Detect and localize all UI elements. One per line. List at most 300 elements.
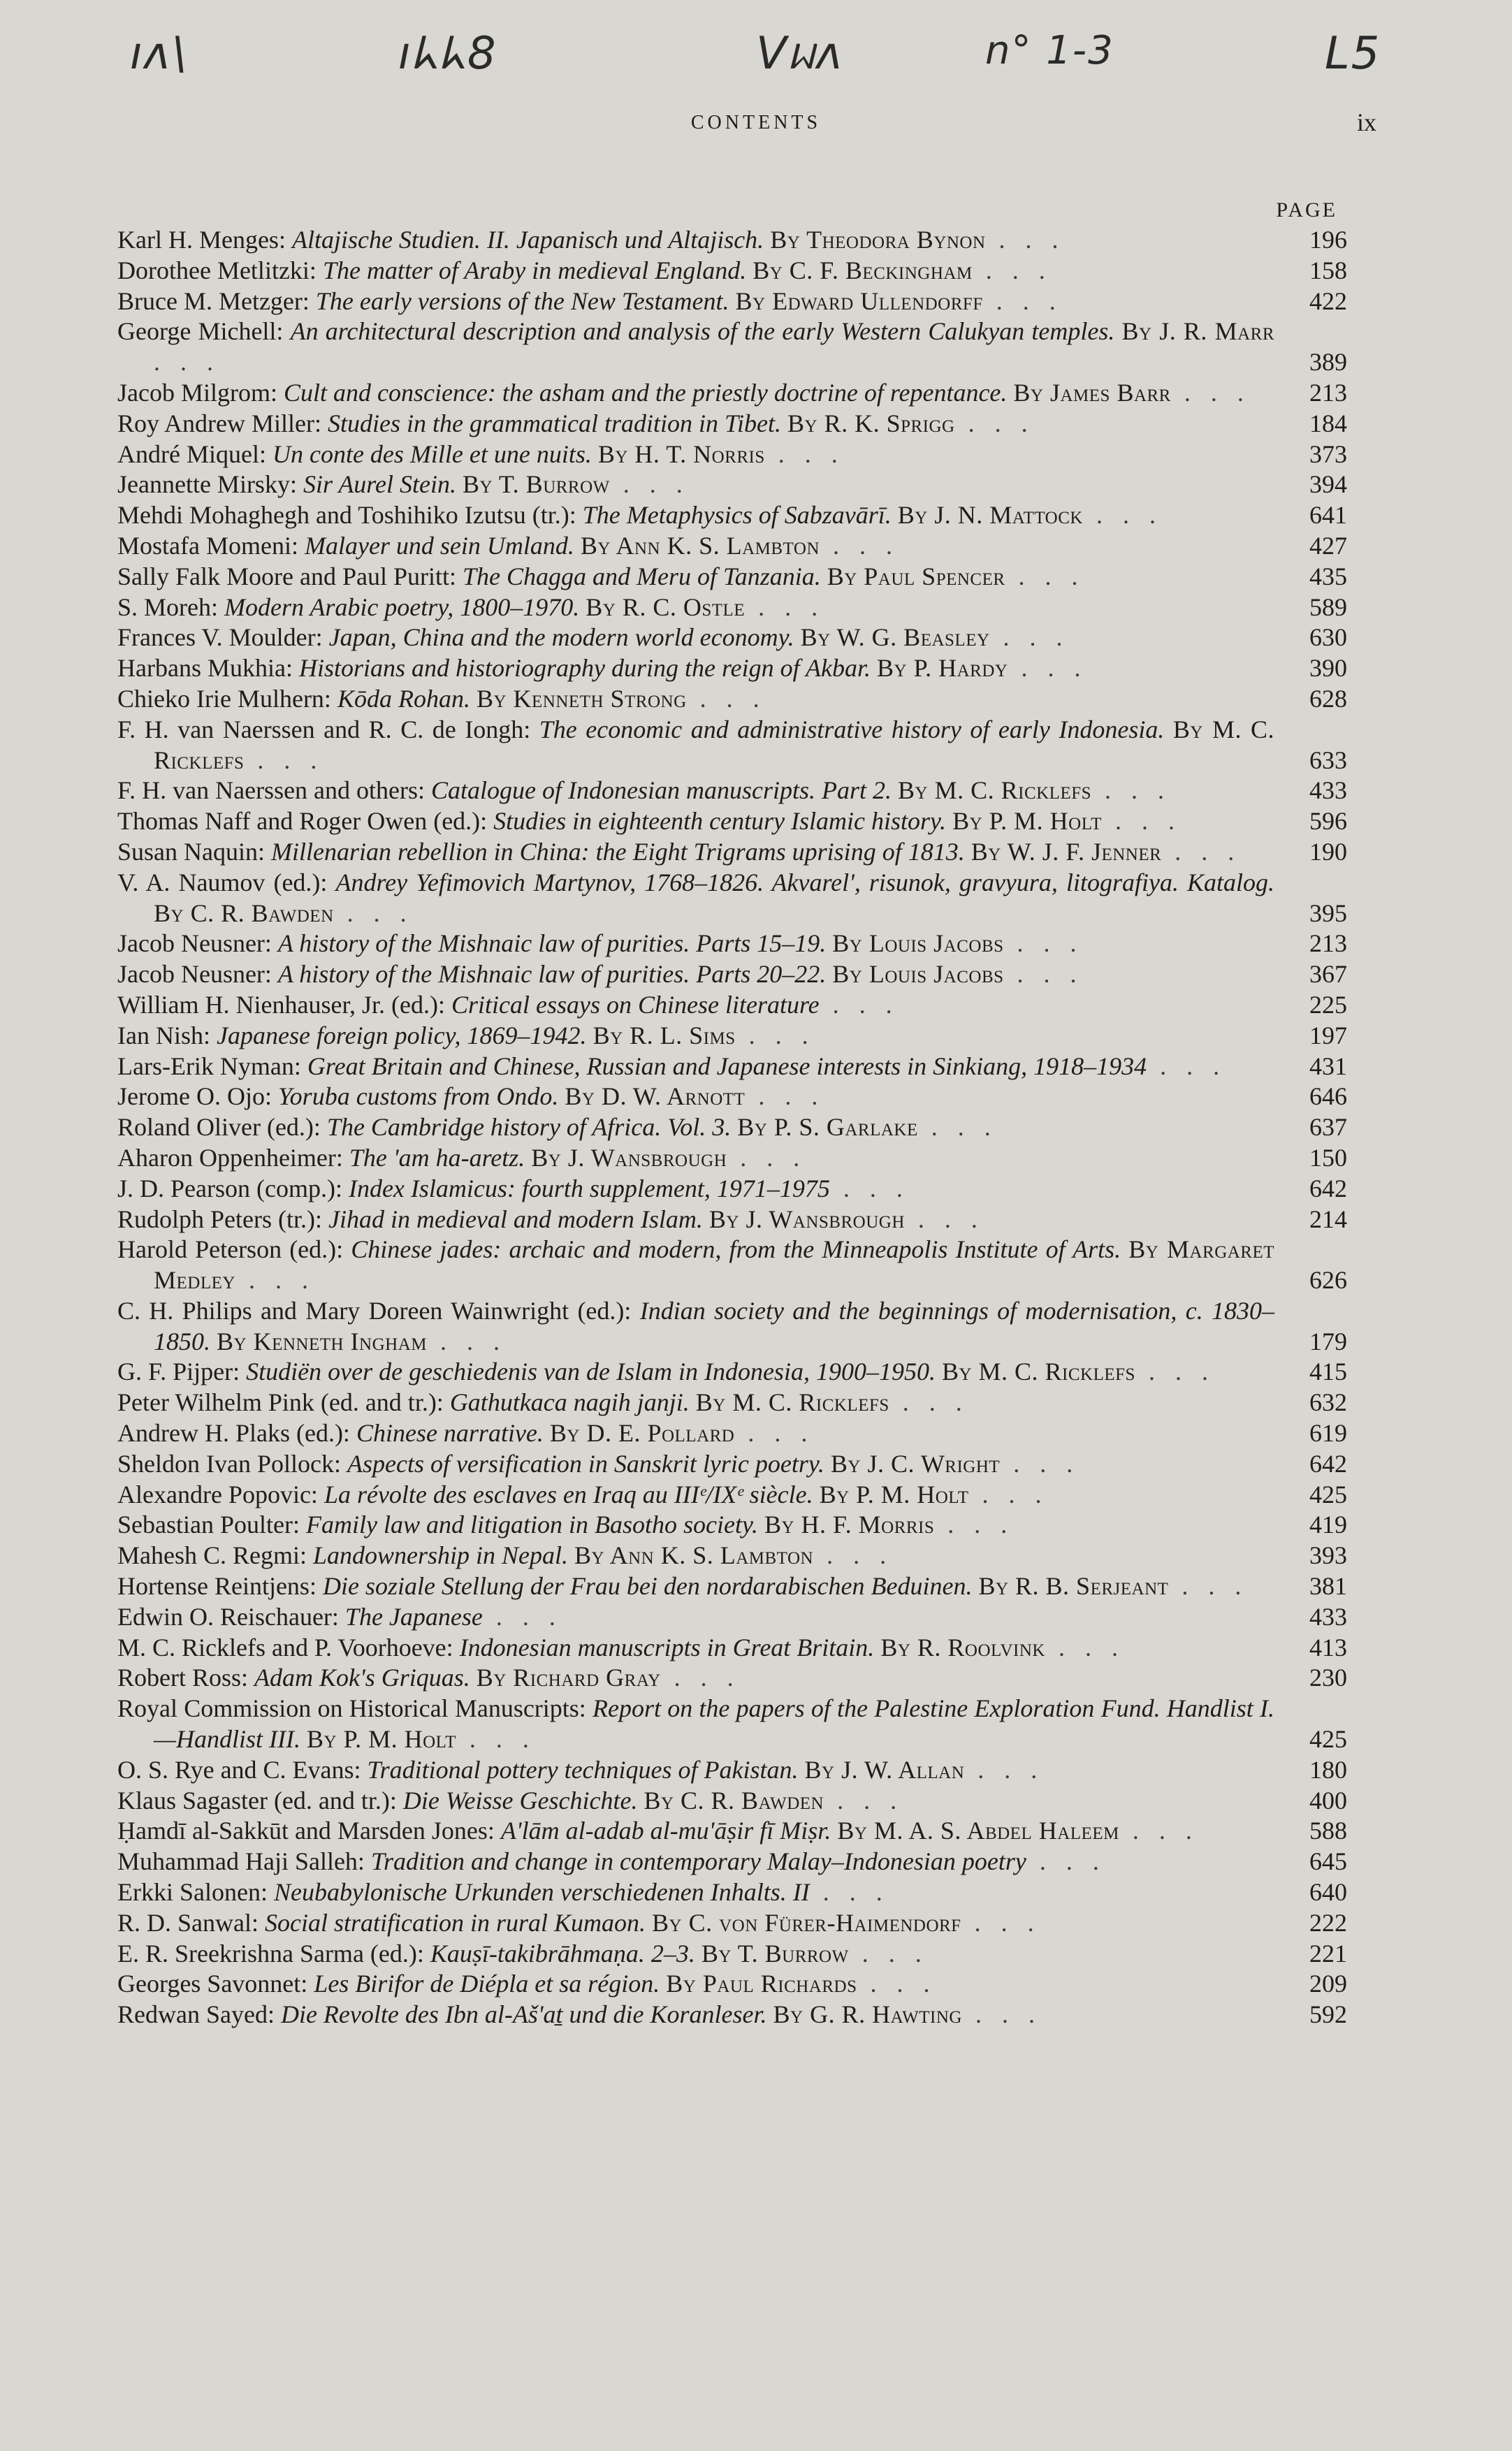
entry-title: Gathutkaca nagih janji.: [449, 1388, 690, 1417]
contents-entry: [117, 1021, 1347, 1052]
entry-text: [117, 1143, 1291, 1174]
entry-reviewer: By D. E. Pollard: [549, 1419, 735, 1448]
entry-text: [117, 470, 1291, 500]
contents-entry: [117, 1633, 1347, 1664]
entry-text: [117, 1939, 1291, 1970]
entry-reviewer: By G. R. Hawting: [773, 2000, 962, 2029]
contents-entry: [117, 1694, 1347, 1755]
entry-page-number: 632: [1309, 1388, 1347, 1417]
entry-reviewer: By J. Wansbrough: [708, 1205, 905, 1233]
entry-text: [117, 2000, 1291, 2030]
entry-text: [117, 1021, 1291, 1052]
entry-author: Jerome O. Ojo:: [117, 1082, 272, 1111]
entry-reviewer: By T. Burrow: [701, 1939, 849, 1968]
entry-reviewer: By M. C. Ricklefs: [695, 1388, 889, 1417]
entry-text: [117, 500, 1291, 531]
entry-page-number: 645: [1309, 1847, 1347, 1876]
entry-text: [117, 1877, 1291, 1908]
leader-dots: . . .: [235, 1266, 315, 1295]
entry-text: [117, 1541, 1291, 1571]
running-title: CONTENTS: [690, 112, 822, 133]
entry-page-number: 637: [1309, 1113, 1347, 1142]
leader-dots: . . .: [734, 1419, 815, 1448]
leader-dots: . . .: [934, 1511, 1015, 1539]
entry-text: [117, 1174, 1291, 1205]
entry-reviewer: By M. C. Ricklefs: [154, 715, 1275, 774]
entry-page-number: 630: [1309, 623, 1347, 652]
contents-entry: [117, 1786, 1347, 1817]
contents-entry: [117, 623, 1347, 653]
entry-page-number: 413: [1309, 1633, 1347, 1661]
contents-entry: [117, 1418, 1347, 1449]
entry-reviewer: By Ann K. S. Lambton: [580, 531, 820, 560]
entry-reviewer: By W. J. F. Jenner: [971, 837, 1162, 866]
entry-title: Chinese narrative.: [356, 1419, 544, 1448]
entry-text: [117, 592, 1291, 623]
entry-page-number: 214: [1309, 1205, 1347, 1233]
leader-dots: . . .: [1082, 501, 1163, 530]
contents-entry: [117, 1388, 1347, 1418]
leader-dots: . . .: [1147, 1052, 1227, 1080]
entry-author: Aharon Oppenheimer:: [117, 1143, 343, 1172]
entry-page-number: 222: [1309, 1908, 1347, 1937]
leader-dots: . . .: [1161, 837, 1242, 866]
contents-entry: [117, 684, 1347, 715]
contents-entry: [117, 1205, 1347, 1235]
entry-reviewer: By P. S. Garlake: [737, 1113, 918, 1142]
entry-author: F. H. van Naerssen and others:: [117, 776, 426, 805]
entry-text: [117, 1510, 1291, 1541]
leader-dots: . . .: [1003, 960, 1084, 989]
entry-text: [117, 1694, 1291, 1755]
entry-author: Royal Commission on Historical Manuscripts:: [117, 1694, 586, 1723]
entry-reviewer: By J. Wansbrough: [531, 1143, 727, 1172]
entry-title: Millenarian rebellion in China: the Eight Trigrams uprising of 1813.: [271, 837, 965, 866]
contents-entry: [117, 439, 1347, 470]
entry-author: Roy Andrew Miller:: [117, 409, 321, 437]
entry-title: Kauṣī-takibrāhmaṇa. 2–3.: [430, 1939, 695, 1968]
annotation-1: ıᴧ\: [130, 28, 189, 80]
entry-author: Lars-Erik Nyman:: [117, 1052, 301, 1080]
leader-dots: . . .: [1045, 1633, 1125, 1661]
entry-title: Great Britain and Chinese, Russian and Japanese interests in Sinkiang, 1918–1934: [307, 1052, 1147, 1080]
entry-text: [117, 1418, 1291, 1449]
entry-author: Peter Wilhelm Pink (ed. and tr.):: [117, 1388, 444, 1417]
leader-dots: . . .: [1119, 1817, 1199, 1845]
leader-dots: . . .: [824, 1786, 904, 1814]
leader-dots: . . .: [686, 684, 766, 713]
entry-text: [117, 776, 1291, 806]
entry-page-number: 419: [1309, 1511, 1347, 1539]
entry-author: Erkki Salonen:: [117, 1878, 268, 1907]
entry-reviewer: By R. L. Sims: [593, 1021, 736, 1049]
entry-reviewer: By M. A. S. Abdel Haleem: [837, 1817, 1119, 1845]
entry-reviewer: By J. W. Allan: [804, 1755, 965, 1784]
entry-page-number: 619: [1309, 1419, 1347, 1448]
leader-dots: . . .: [1005, 562, 1085, 590]
entry-text: [117, 378, 1291, 409]
contents-entry: [117, 1755, 1347, 1786]
entry-text: [117, 256, 1291, 286]
leader-dots: . . .: [964, 1755, 1045, 1784]
contents-entry: [117, 1052, 1347, 1082]
leader-dots: . . .: [745, 1082, 825, 1111]
entry-title: Japanese foreign policy, 1869–1942.: [216, 1021, 587, 1049]
entry-author: Ḥamdī al-Sakkūt and Marsden Jones:: [117, 1817, 495, 1845]
leader-dots: . . .: [1170, 378, 1251, 407]
entry-text: [117, 1847, 1291, 1877]
entry-text: [117, 1786, 1291, 1817]
entry-title: Jihad in medieval and modern Islam.: [328, 1205, 703, 1233]
entry-title: Altajische Studien. II. Japanisch und Altajisch.: [291, 226, 764, 254]
entry-text: [117, 1663, 1291, 1694]
contents-entry: [117, 1296, 1347, 1358]
entry-author: E. R. Sreekrishna Sarma (ed.):: [117, 1939, 424, 1968]
entry-reviewer: By J. N. Mattock: [897, 501, 1083, 530]
entry-page-number: 373: [1309, 439, 1347, 468]
entry-title: Family law and litigation in Basotho society.: [305, 1511, 758, 1539]
entry-text: [117, 1755, 1291, 1786]
entry-text: [117, 653, 1291, 684]
entry-text: [117, 225, 1291, 256]
entry-reviewer: By C. R. Bawden: [154, 899, 334, 927]
contents-entry: [117, 959, 1347, 990]
entry-text: [117, 868, 1291, 929]
entry-page-number: 626: [1309, 1266, 1347, 1295]
entry-reviewer: By Kenneth Ingham: [217, 1327, 427, 1355]
leader-dots: . . .: [972, 256, 1052, 284]
entry-page-number: 395: [1309, 899, 1347, 927]
entry-text: [117, 929, 1291, 959]
leader-dots: . . .: [985, 226, 1066, 254]
entry-page-number: 646: [1309, 1082, 1347, 1111]
contents-entry: [117, 1082, 1347, 1112]
entry-reviewer: By H. F. Morris: [764, 1511, 935, 1539]
entry-text: [117, 806, 1291, 837]
entry-author: Frances V. Moulder:: [117, 623, 323, 652]
entry-title: Studiën over de geschiedenis van de Islam in Indonesia, 1900–1950.: [246, 1358, 936, 1386]
entry-reviewer: By P. M. Holt: [307, 1725, 456, 1754]
entry-reviewer: By Paul Richards: [666, 1970, 857, 1998]
entry-page-number: 390: [1309, 654, 1347, 683]
entry-text: [117, 1235, 1291, 1296]
entry-text: [117, 715, 1291, 776]
entry-author: Jacob Neusner:: [117, 929, 272, 958]
entry-title: Kōda Rohan.: [337, 684, 470, 713]
contents-entry: [117, 715, 1347, 776]
contents-entry: [117, 1602, 1347, 1633]
contents-entry: [117, 1449, 1347, 1480]
contents-entry: [117, 409, 1347, 439]
leader-dots: . . .: [904, 1205, 984, 1233]
entry-title: Malayer und sein Umland.: [304, 531, 574, 560]
entry-title: Un conte des Mille et une nuits.: [272, 439, 592, 468]
entry-text: [117, 562, 1291, 592]
entry-title: The 'am ha-aretz.: [349, 1143, 525, 1172]
leader-dots: . . .: [968, 1480, 1049, 1508]
entry-page-number: 425: [1309, 1480, 1347, 1508]
entry-author: Andrew H. Plaks (ed.):: [117, 1419, 350, 1448]
entry-text: [117, 1388, 1291, 1418]
contents-entry: [117, 317, 1347, 378]
entry-text: [117, 1052, 1291, 1082]
entry-title: Indonesian manuscripts in Great Britain.: [459, 1633, 875, 1661]
contents-entry: [117, 1143, 1347, 1174]
contents-entry: [117, 256, 1347, 286]
entry-title: The Metaphysics of Sabzavārī.: [582, 501, 892, 530]
entry-reviewer: By James Barr: [1013, 378, 1171, 407]
entry-page-number: 209: [1309, 1970, 1347, 1998]
entry-reviewer: By P. M. Holt: [952, 807, 1102, 836]
entry-author: George Michell:: [117, 317, 284, 346]
contents-entry: [117, 286, 1347, 317]
entry-author: R. D. Sanwal:: [117, 1908, 259, 1937]
entry-page-number: 367: [1309, 960, 1347, 989]
entry-page-number: 642: [1309, 1174, 1347, 1202]
entry-page-number: 230: [1309, 1664, 1347, 1692]
entry-page-number: 640: [1309, 1878, 1347, 1907]
entry-author: J. D. Pearson (comp.):: [117, 1174, 342, 1202]
entry-title: Adam Kok's Griquas.: [254, 1664, 470, 1692]
entry-page-number: 433: [1309, 1602, 1347, 1631]
contents-entry: [117, 806, 1347, 837]
contents-entry: [117, 1663, 1347, 1694]
entry-reviewer: By Ann K. S. Lambton: [574, 1541, 814, 1570]
entry-title: Traditional pottery techniques of Pakistan.: [367, 1755, 799, 1784]
entry-author: Alexandre Popovic:: [117, 1480, 318, 1508]
entry-page-number: 180: [1309, 1755, 1347, 1784]
entry-page-number: 427: [1309, 531, 1347, 560]
entry-author: Jacob Milgrom:: [117, 378, 277, 407]
entry-title: The Japanese: [344, 1602, 483, 1631]
contents-list: [117, 225, 1347, 2030]
contents-entry: [117, 1541, 1347, 1571]
leader-dots: . . .: [982, 286, 1063, 315]
folio: ix: [1356, 108, 1376, 136]
leader-dots: . . .: [1168, 1572, 1249, 1601]
leader-dots: . . .: [244, 746, 324, 774]
entry-reviewer: By P. M. Holt: [819, 1480, 969, 1508]
contents-entry: [117, 500, 1347, 531]
entry-title: Die soziale Stellung der Frau bei den nordarabischen Beduinen.: [322, 1572, 973, 1601]
contents-entry: [117, 2000, 1347, 2030]
entry-text: [117, 317, 1291, 378]
entry-title: Die Weisse Geschichte.: [402, 1786, 638, 1814]
entry-text: [117, 1816, 1291, 1847]
contents-entry: [117, 1816, 1347, 1847]
leader-dots: . . .: [809, 1878, 889, 1907]
entry-text: [117, 531, 1291, 562]
entry-reviewer: By Margaret Medley: [154, 1235, 1275, 1295]
leader-dots: . . .: [820, 531, 900, 560]
entry-author: Sheldon Ivan Pollock:: [117, 1449, 341, 1478]
leader-dots: . . .: [1026, 1847, 1106, 1876]
entry-author: Mostafa Momeni:: [117, 531, 298, 560]
contents-entry: [117, 1480, 1347, 1511]
handwritten-annotations: [0, 28, 1512, 105]
leader-dots: . . .: [1003, 929, 1084, 958]
entry-author: Roland Oliver (ed.):: [117, 1113, 321, 1142]
leader-dots: . . .: [482, 1602, 562, 1631]
contents-entry: [117, 776, 1347, 806]
entry-page-number: 435: [1309, 562, 1347, 590]
entry-author: Mahesh C. Regmi:: [117, 1541, 307, 1570]
entry-author: Chieko Irie Mulhern:: [117, 684, 331, 713]
entry-text: [117, 1908, 1291, 1939]
entry-title: Critical essays on Chinese literature: [451, 990, 820, 1019]
entry-page-number: 588: [1309, 1817, 1347, 1845]
entry-reviewer: By M. C. Ricklefs: [941, 1358, 1135, 1386]
entry-author: G. F. Pijper:: [117, 1358, 240, 1386]
leader-dots: . . .: [829, 1174, 910, 1202]
contents-entry: [117, 1235, 1347, 1296]
entry-title: Modern Arabic poetry, 1800–1970.: [224, 592, 580, 621]
entry-page-number: 431: [1309, 1052, 1347, 1080]
running-head: [0, 105, 1512, 147]
entry-title: Studies in eighteenth century Islamic history.: [493, 807, 947, 836]
entry-text: [117, 623, 1291, 653]
leader-dots: . . .: [1091, 776, 1172, 805]
entry-text: [117, 1449, 1291, 1480]
entry-page-number: 213: [1309, 378, 1347, 407]
contents-entry: [117, 531, 1347, 562]
entry-title: Studies in the grammatical tradition in Tibet.: [327, 409, 781, 437]
entry-title: A'lām al-adab al-mu'āṣir fī Miṣr.: [500, 1817, 831, 1845]
entry-author: Susan Naquin:: [117, 837, 265, 866]
entry-title: Chinese jades: archaic and modern, from the Minneapolis Institute of Arts.: [351, 1235, 1121, 1264]
entry-title: Tradition and change in contemporary Malay–Indonesian poetry: [370, 1847, 1026, 1876]
entry-page-number: 221: [1309, 1939, 1347, 1968]
entry-author: S. Moreh:: [117, 592, 218, 621]
leader-dots: . . .: [333, 899, 414, 927]
entry-title: Les Birifor de Diépla et sa région.: [314, 1970, 660, 1998]
entry-author: Sally Falk Moore and Paul Puritt:: [117, 562, 456, 590]
entry-page-number: 394: [1309, 470, 1347, 499]
entry-page-number: 628: [1309, 684, 1347, 713]
entry-title: Aspects of versification in Sanskrit lyric poetry.: [347, 1449, 824, 1478]
entry-author: M. C. Ricklefs and P. Voorhoeve:: [117, 1633, 453, 1661]
entry-title: Indian society and the beginnings of modernisation, c. 1830–1850.: [154, 1296, 1274, 1355]
entry-title: The Chagga and Meru of Tanzania.: [462, 562, 821, 590]
entry-text: [117, 1602, 1291, 1633]
entry-reviewer: By H. T. Norris: [597, 439, 765, 468]
entry-author: Mehdi Mohaghegh and Toshihiko Izutsu (tr.):: [117, 501, 576, 530]
leader-dots: . . .: [1101, 807, 1182, 836]
leader-dots: . . .: [989, 623, 1070, 652]
leader-dots: . . .: [889, 1388, 969, 1417]
leader-dots: . . .: [1008, 654, 1088, 683]
entry-text: [117, 1969, 1291, 2000]
entry-page-number: 150: [1309, 1143, 1347, 1172]
entry-reviewer: By M. C. Ricklefs: [898, 776, 1092, 805]
entry-title: Catalogue of Indonesian manuscripts. Part 2.: [431, 776, 892, 805]
leader-dots: . . .: [456, 1725, 536, 1754]
entry-reviewer: By Edward Ullendorff: [735, 286, 983, 315]
entry-page-number: 184: [1309, 409, 1347, 437]
contents-entry: [117, 929, 1347, 959]
entry-author: Redwan Sayed:: [117, 2000, 275, 2029]
contents-entry: [117, 990, 1347, 1021]
contents-entry: [117, 1174, 1347, 1205]
leader-dots: . . .: [154, 348, 220, 377]
contents-entry: [117, 1847, 1347, 1877]
leader-dots: . . .: [727, 1143, 807, 1172]
entry-title: An architectural description and analysis of the early Western Calukyan temples.: [290, 317, 1115, 346]
entry-reviewer: By D. W. Arnott: [565, 1082, 746, 1111]
entry-title: The Cambridge history of Africa. Vol. 3.: [326, 1113, 732, 1142]
leader-dots: . . .: [609, 470, 690, 499]
entry-title: Social stratification in rural Kumaon.: [265, 1908, 646, 1937]
entry-text: [117, 286, 1291, 317]
entry-reviewer: By Theodora Bynon: [770, 226, 986, 254]
entry-title: Die Revolte des Ibn al-Aš'aṯ und die Koranleser.: [280, 2000, 767, 2029]
entry-page-number: 633: [1309, 746, 1347, 774]
entry-page-number: 596: [1309, 807, 1347, 836]
entry-author: Bruce M. Metzger:: [117, 286, 310, 315]
entry-reviewer: By C. von Fürer-Haimendorf: [652, 1908, 961, 1937]
leader-dots: . . .: [1000, 1449, 1080, 1478]
entry-title: Index Islamicus: fourth supplement, 1971–1975: [348, 1174, 830, 1202]
entry-page-number: 415: [1309, 1358, 1347, 1386]
entry-text: [117, 1633, 1291, 1664]
entry-page-number: 433: [1309, 776, 1347, 805]
entry-page-number: 642: [1309, 1449, 1347, 1478]
entry-reviewer: By R. B. Serjeant: [978, 1572, 1169, 1601]
entry-title: Report on the papers of the Palestine Exploration Fund. Handlist I.—Handlist III.: [154, 1694, 1274, 1754]
entry-author: Muhammad Haji Salleh:: [117, 1847, 365, 1876]
entry-page-number: 225: [1309, 990, 1347, 1019]
entry-page-number: 641: [1309, 501, 1347, 530]
entry-author: O. S. Rye and C. Evans:: [117, 1755, 361, 1784]
entry-page-number: 179: [1309, 1327, 1347, 1355]
entry-page-number: 589: [1309, 592, 1347, 621]
entry-author: Jacob Neusner:: [117, 960, 272, 989]
entry-title: The matter of Araby in medieval England.: [322, 256, 747, 284]
entry-reviewer: By Richard Gray: [476, 1664, 661, 1692]
leader-dots: . . .: [1135, 1358, 1215, 1386]
entry-reviewer: By T. Burrow: [462, 470, 610, 499]
entry-text: [117, 1296, 1291, 1358]
entry-page-number: 400: [1309, 1786, 1347, 1814]
entry-author: Robert Ross:: [117, 1664, 249, 1692]
entry-author: Georges Savonnet:: [117, 1970, 308, 1998]
contents-entry: [117, 868, 1347, 929]
leader-dots: . . .: [857, 1970, 937, 1998]
entry-author: Ian Nish:: [117, 1021, 210, 1049]
contents-entry: [117, 592, 1347, 623]
entry-text: [117, 1082, 1291, 1112]
leader-dots: . . .: [735, 1021, 815, 1049]
contents-entry: [117, 470, 1347, 500]
entry-text: [117, 990, 1291, 1021]
entry-author: Harbans Mukhia:: [117, 654, 293, 683]
contents-entry: [117, 225, 1347, 256]
leader-dots: . . .: [745, 592, 825, 621]
entry-text: [117, 1205, 1291, 1235]
annotation-5: L5: [1325, 28, 1381, 80]
entry-author: Sebastian Poulter:: [117, 1511, 300, 1539]
entry-author: C. H. Philips and Mary Doreen Wainwright (ed.):: [117, 1296, 632, 1325]
entry-author: André Miquel:: [117, 439, 266, 468]
entry-text: [117, 1357, 1291, 1388]
entry-text: [117, 959, 1291, 990]
entry-title: Japan, China and the modern world economy.: [328, 623, 794, 652]
annotation-4: n° 1-3: [985, 28, 1114, 73]
entry-author: Harold Peterson (ed.):: [117, 1235, 344, 1264]
entry-reviewer: By C. R. Bawden: [644, 1786, 824, 1814]
entry-author: Dorothee Metlitzki:: [117, 256, 317, 284]
contents-entry: [117, 562, 1347, 592]
